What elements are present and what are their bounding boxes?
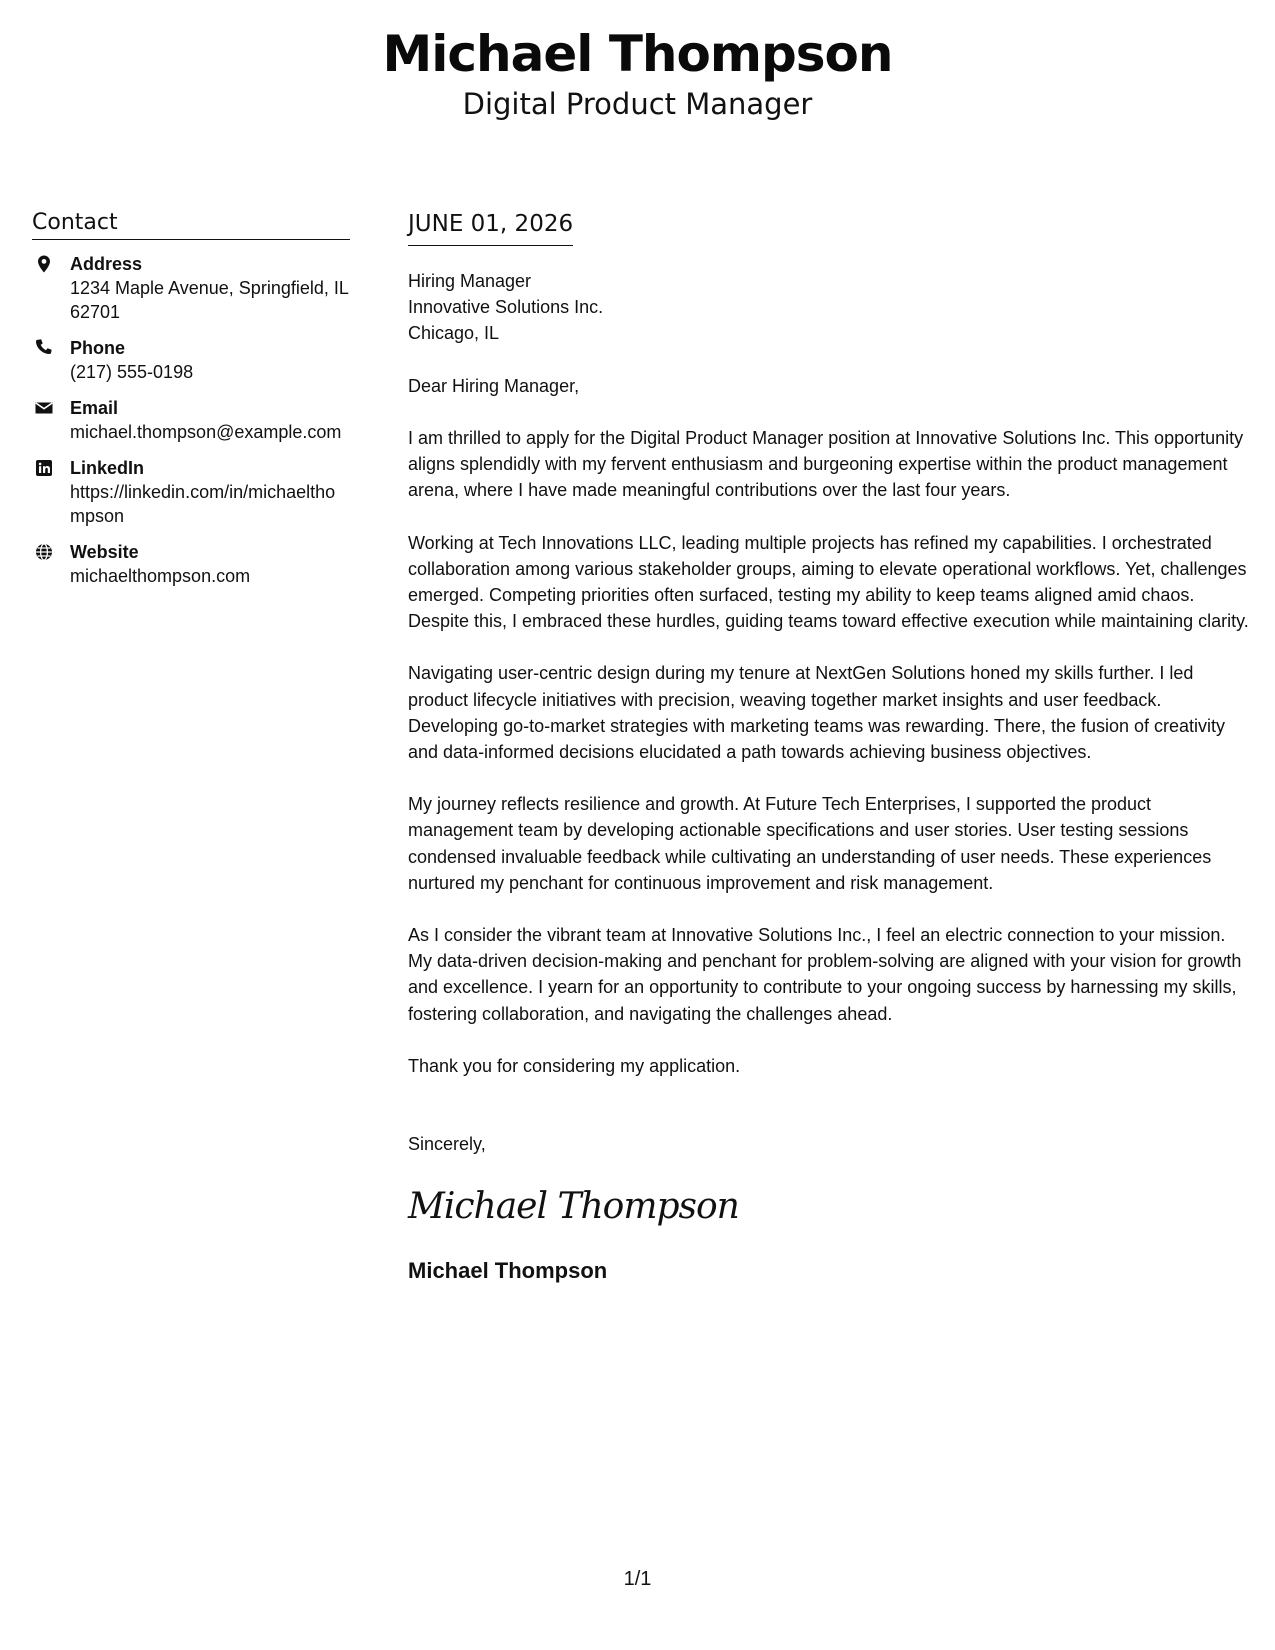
applicant-role: Digital Product Manager xyxy=(462,87,813,121)
contact-title: Contact xyxy=(32,209,350,240)
letter-body xyxy=(408,209,1250,1285)
contact-phone-label: Phone xyxy=(70,338,126,358)
globe-icon xyxy=(34,542,54,562)
contact-phone-value: (217) 555-0198 xyxy=(70,362,194,382)
contact-email-value: michael.thompson@example.com xyxy=(70,422,342,442)
contact-address-label: Address xyxy=(70,254,143,274)
contact-linkedin-label: LinkedIn xyxy=(70,458,145,478)
body-paragraph: Navigating user-centric design during my tenure at NextGen Solutions honed my skills further. I led product lifecycle initiatives with precision, weaving together market insights and user feedback. Developing go-to-market strategies with marketing teams was rewarding. There, the fusion of creativity and data-informed decisions elucidated a path towards achieving business objectives. xyxy=(408,663,1226,763)
salutation: Dear Hiring Manager, xyxy=(408,376,580,396)
letter-date: JUNE 01, 2026 xyxy=(408,209,573,246)
recipient-line: Chicago, IL xyxy=(408,323,500,343)
linkedin-icon xyxy=(34,458,54,478)
signed-name: Michael Thompson xyxy=(408,1257,608,1283)
contact-email-label: Email xyxy=(70,398,119,418)
body-paragraph: As I consider the vibrant team at Innovative Solutions Inc., I feel an electric connection to your mission. My data-driven decision-making and penchant for problem-solving are aligned with your vision for growth and excellence. I yearn for an opportunity to contribute to your ongoing success by harnessing my skills, fostering collaboration, and navigating the challenges ahead. xyxy=(408,925,1242,1024)
contact-address xyxy=(32,252,350,324)
signoff: Sincerely, xyxy=(408,1133,486,1154)
handwritten-signature: Michael Thompson xyxy=(408,1185,739,1227)
envelope-icon xyxy=(34,398,54,418)
map-pin-icon xyxy=(34,254,54,274)
contact-phone xyxy=(32,336,350,384)
contact-email xyxy=(32,396,350,444)
recipient-block xyxy=(408,268,1250,346)
recipient-line: Hiring Manager xyxy=(408,271,532,291)
applicant-name: Michael Thompson xyxy=(382,25,893,83)
contact-linkedin xyxy=(32,456,350,528)
closing-thanks: Thank you for considering my application. xyxy=(408,1055,741,1076)
page-number: 1/1 xyxy=(623,1568,652,1590)
contact-website-label: Website xyxy=(70,542,139,562)
body-paragraph: My journey reflects resilience and growth. At Future Tech Enterprises, I supported the product management team by developing actionable specifications and user stories. User testing sessions condensed invaluable feedback while cultivating an understanding of user needs. These experiences nurtured my penchant for continuous improvement and risk management. xyxy=(408,794,1212,893)
contact-address-value: 1234 Maple Avenue, Springfield, IL 62701 xyxy=(70,278,349,322)
contact-linkedin-value[interactable]: https://linkedin.com/in/michaelthompson xyxy=(70,482,336,526)
recipient-line: Innovative Solutions Inc. xyxy=(408,297,604,317)
contact-website-value[interactable]: michaelthompson.com xyxy=(70,566,251,586)
contact-sidebar xyxy=(32,209,350,600)
body-paragraph: I am thrilled to apply for the Digital Product Manager position at Innovative Solutions Inc. This opportunity aligns splendidly with my fervent enthusiasm and burgeoning expertise within the product management arena, where I have made meaningful contributions over the last four years. xyxy=(408,428,1244,501)
contact-website xyxy=(32,540,350,588)
phone-icon xyxy=(34,338,54,358)
header xyxy=(0,22,1275,122)
body-paragraph: Working at Tech Innovations LLC, leading multiple projects has refined my capabilities. I orchestrated collaboration among various stakeholder groups, aiming to elevate operational workflows. Yet, challenges emerged. Competing priorities often surfaced, testing my ability to keep teams aligned amid chaos. Despite this, I embraced these hurdles, guiding teams toward effective execution while maintaining clarity. xyxy=(408,532,1249,632)
